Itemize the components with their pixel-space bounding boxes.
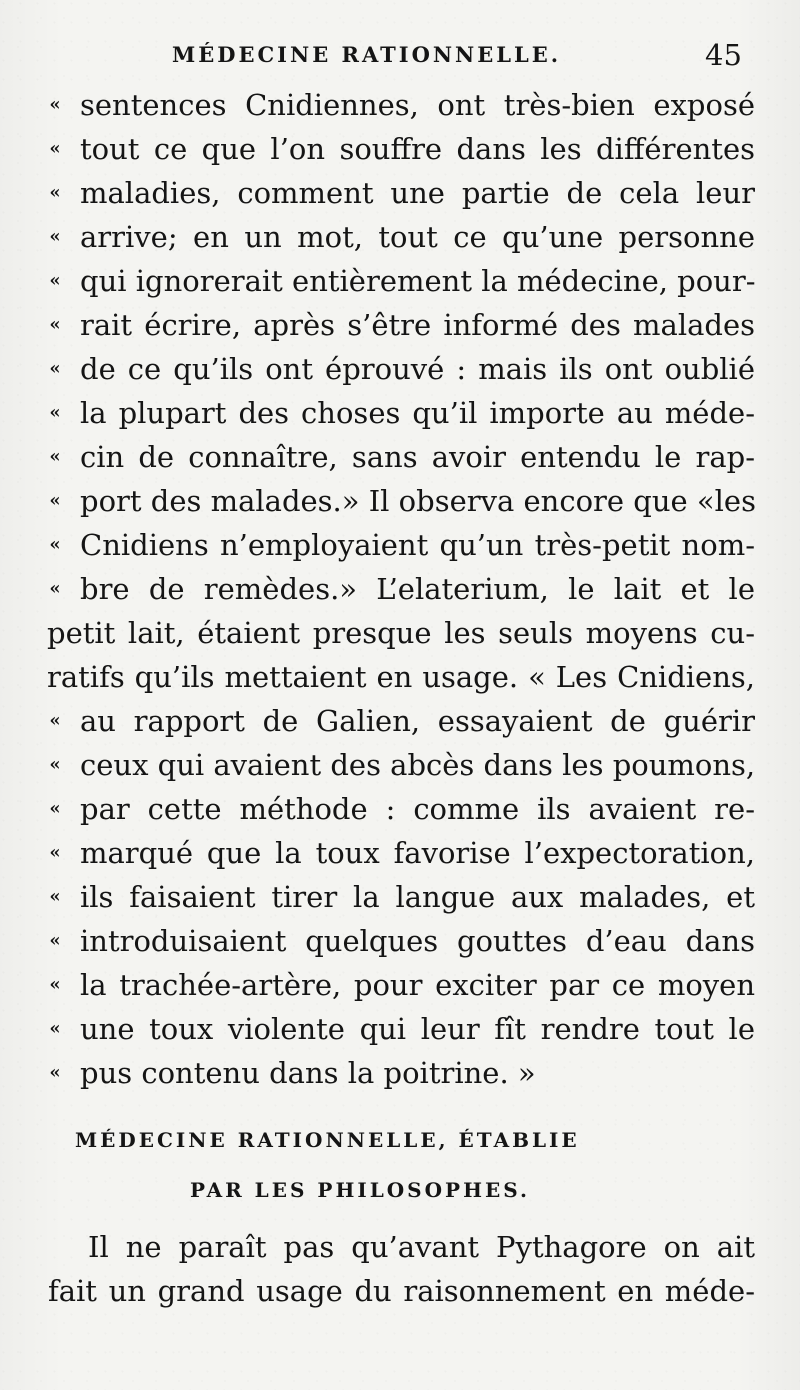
line-text: une toux violente qui leur fît rendre tout le <box>80 1012 755 1046</box>
quotation-mark: « <box>49 534 61 555</box>
quotation-mark: « <box>49 710 61 731</box>
text-line <box>0 348 800 390</box>
line-text: maladies, comment une partie de cela leur <box>80 176 755 210</box>
quotation-mark: « <box>49 974 61 995</box>
text-line <box>0 744 800 786</box>
line-text: la trachée-artère, pour exciter par ce moyen <box>80 968 755 1002</box>
line-text: au rapport de Galien, essayaient de guérir <box>80 704 755 738</box>
line-text: ratifs qu’ils mettaient en usage. « Les Cnidiens, <box>47 660 755 694</box>
text-line <box>0 1052 800 1094</box>
line-text: par cette méthode : comme ils avaient re- <box>80 792 755 826</box>
quotation-mark: « <box>49 842 61 863</box>
quotation-mark: « <box>49 314 61 335</box>
text-line <box>0 392 800 434</box>
text-line <box>0 304 800 346</box>
line-text: sentences Cnidiennes, ont très-bien exposé <box>80 88 755 122</box>
text-line <box>0 788 800 830</box>
section-title-line-2: PAR LES PHILOSOPHES. <box>190 1178 530 1202</box>
text-line <box>0 436 800 478</box>
running-title: MÉDECINE RATIONNELLE. <box>172 42 562 67</box>
line-text: bre de remèdes.» L’elaterium, le lait et le <box>80 572 755 606</box>
quotation-mark: « <box>49 358 61 379</box>
quotation-mark: « <box>49 94 61 115</box>
line-text: introduisaient quelques gouttes d’eau dans <box>80 924 755 958</box>
quotation-mark: « <box>49 754 61 775</box>
main-text-block <box>0 84 800 1114</box>
line-text: Cnidiens n’employaient qu’un très-petit nom- <box>80 528 755 562</box>
text-line <box>0 920 800 962</box>
line-text: marqué que la toux favorise l’expectoration, <box>80 836 755 870</box>
text-line <box>0 832 800 874</box>
quotation-mark: « <box>49 1018 61 1039</box>
text-line <box>0 876 800 918</box>
quotation-mark: « <box>49 1062 61 1083</box>
line-text: pus contenu dans la poitrine. » <box>80 1056 536 1090</box>
text-line <box>0 1008 800 1050</box>
section-title-line-1: MÉDECINE RATIONNELLE, ÉTABLIE <box>75 1128 580 1152</box>
line-text: de ce qu’ils ont éprouvé : mais ils ont oublié <box>80 352 755 386</box>
text-line <box>0 568 800 610</box>
text-line <box>0 128 800 170</box>
text-line <box>0 612 800 654</box>
quotation-mark: « <box>49 402 61 423</box>
text-line <box>0 964 800 1006</box>
text-line <box>0 260 800 302</box>
text-line <box>0 172 800 214</box>
text-line <box>0 84 800 126</box>
paragraph-line: fait un grand usage du raisonnement en méde- <box>48 1274 755 1308</box>
text-line <box>0 216 800 258</box>
line-text: cin de connaître, sans avoir entendu le rap- <box>80 440 755 474</box>
text-line <box>0 656 800 698</box>
quotation-mark: « <box>49 446 61 467</box>
line-text: la plupart des choses qu’il importe au méde- <box>80 396 755 430</box>
line-text: tout ce que l’on souffre dans les différentes <box>80 132 755 166</box>
paragraph-line: Il ne paraît pas qu’avant Pythagore on ait <box>88 1230 755 1264</box>
line-text: rait écrire, après s’être informé des malades <box>80 308 755 342</box>
line-text: port des malades.» Il observa encore que «les <box>80 484 756 518</box>
quotation-mark: « <box>49 226 61 247</box>
line-text: petit lait, étaient presque les seuls moyens cu- <box>47 616 755 650</box>
line-text: arrive; en un mot, tout ce qu’une personne <box>80 220 755 254</box>
page-number: 45 <box>705 38 742 72</box>
text-line <box>0 480 800 522</box>
text-line <box>0 700 800 742</box>
quotation-mark: « <box>49 798 61 819</box>
line-text: ceux qui avaient des abcès dans les poumons, <box>80 748 756 782</box>
quotation-mark: « <box>49 490 61 511</box>
quotation-mark: « <box>49 270 61 291</box>
text-line <box>0 524 800 566</box>
quotation-mark: « <box>49 138 61 159</box>
quotation-mark: « <box>49 578 61 599</box>
quotation-mark: « <box>49 930 61 951</box>
quotation-mark: « <box>49 886 61 907</box>
line-text: ils faisaient tirer la langue aux malades, et <box>80 880 755 914</box>
line-text: qui ignorerait entièrement la médecine, pour- <box>80 264 756 298</box>
quotation-mark: « <box>49 182 61 203</box>
